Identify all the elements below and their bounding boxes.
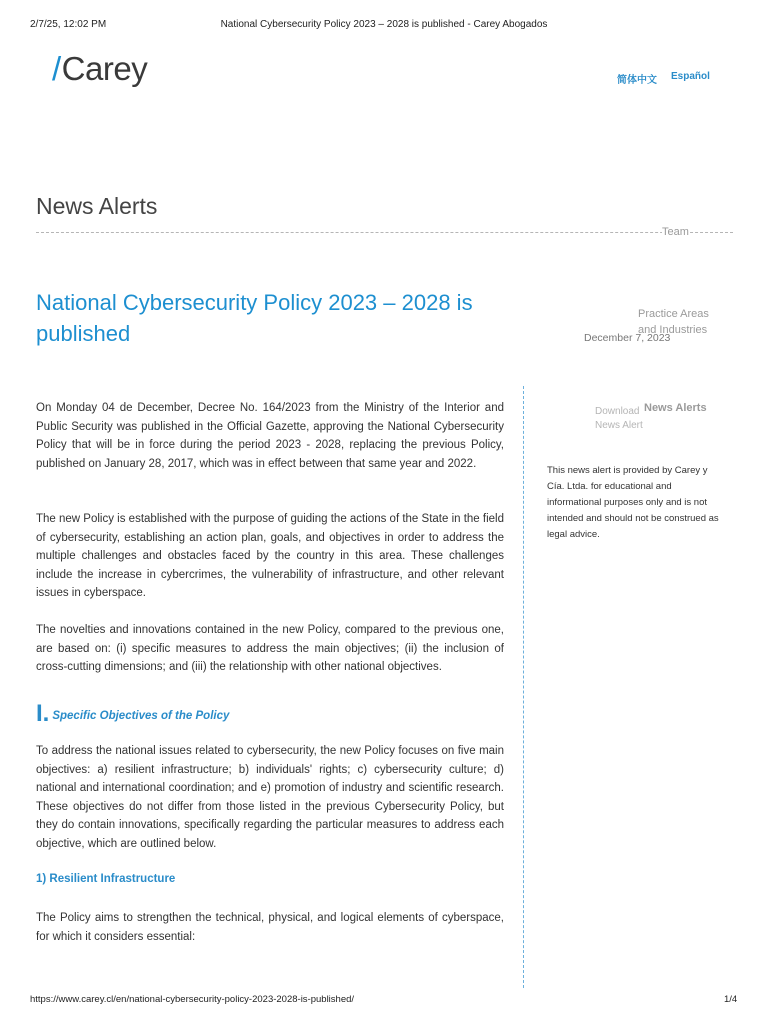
language-chinese-link[interactable]: 简体中文	[617, 75, 657, 86]
article-title: National Cybersecurity Policy 2023 – 2028 is published	[36, 290, 473, 346]
dotted-divider	[36, 232, 733, 233]
disclaimer-text: This news alert is provided by Carey y Cía. Ltda. for educational and informational purposes only and is not intended and should not be construed as legal advice.	[547, 465, 719, 540]
column-divider	[523, 386, 524, 988]
carey-logo[interactable]	[52, 52, 147, 85]
article-paragraph: To address the national issues related to cybersecurity, the new Policy focuses on five main objectives: a) resilient infrastructure; b) individuals' rights; c) cybersecurity culture; d) national and international coordination; and e) promotion of industry and scientific research. These objectives do not differ from those listed in the previous Cybersecurity Policy, but they do contain innovations, specifically regarding the particular measures to address each objective, which are outlined below.	[36, 745, 504, 850]
section-title: News Alerts	[36, 193, 158, 219]
nav-news-alerts-link[interactable]: News Alerts	[644, 402, 707, 414]
logo-slash: /	[52, 50, 61, 87]
article-date: December 7, 2023	[584, 332, 671, 344]
download-news-alert-link[interactable]: Download News Alert	[595, 406, 643, 431]
print-datetime: 2/7/25, 12:02 PM	[30, 19, 107, 30]
nav-team-link[interactable]: Team	[662, 226, 689, 238]
article-paragraph: The novelties and innovations contained in the new Policy, compared to the previous one, are based on: (i) specific measures to address the main objectives; (ii) the inclusion of cross-cutting dimensions; and (iii) the relationship with other national objectives.	[36, 624, 504, 673]
language-spanish-link[interactable]: Español	[671, 71, 710, 82]
logo-name: Carey	[61, 50, 148, 87]
section-heading-text: Specific Objectives of the Policy	[52, 710, 230, 722]
subsection-heading: 1) Resilient Infrastructure	[36, 873, 176, 885]
nav-practice-areas-link[interactable]: Practice Areas and Industries	[638, 308, 709, 336]
print-page-number: 1/4	[724, 994, 738, 1005]
print-page-title: National Cybersecurity Policy 2023 – 2028 is published - Carey Abogados	[220, 19, 548, 30]
article-paragraph: On Monday 04 de December, Decree No. 164/2023 from the Ministry of the Interior and Public Security was published in the Official Gazette, approving the National Cybersecurity Policy that will be in force during the period 2023 - 2028, replacing the previous Policy, published on January 28, 2017, which was in effect between that same year and 2022.	[36, 402, 504, 470]
article-paragraph: The Policy aims to strengthen the technical, physical, and logical elements of cyberspace, for which it considers essential:	[36, 912, 504, 943]
section-heading-numeral: I.	[36, 700, 50, 727]
article-paragraph: The new Policy is established with the purpose of guiding the actions of the State in the field of cybersecurity, establishing an action plan, goals, and objectives in order to address the multiple challenges and obstacles faced by the country in this area. These challenges include the increase in cybercrimes, the vulnerability of infrastructure, and other relevant issues in cyberspace.	[36, 513, 504, 599]
print-footer-url: https://www.carey.cl/en/national-cybersecurity-policy-2023-2028-is-published/	[30, 994, 355, 1005]
section-heading	[36, 700, 229, 728]
